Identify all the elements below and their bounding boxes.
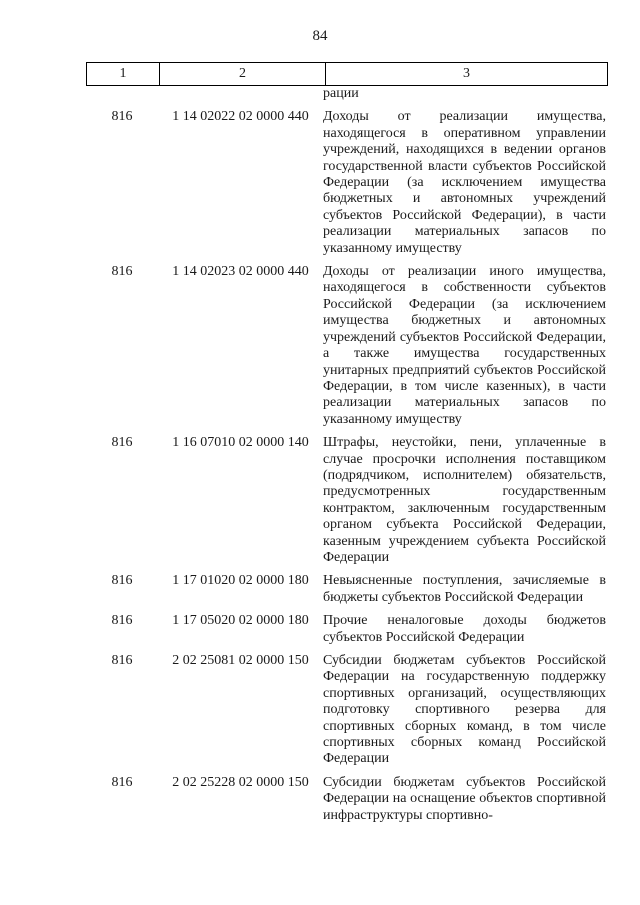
revenue-code: 2 02 25081 02 0000 150 [172,653,309,668]
table-body [86,86,608,831]
continuation-text: рации [323,86,359,101]
header-col-2: 2 [160,63,326,86]
table-row [86,435,608,566]
revenue-code: 1 14 02023 02 0000 440 [172,264,309,280]
table-row [86,573,608,606]
admin-code: 816 [111,573,133,589]
table-row [86,653,608,768]
revenue-code: 1 17 01020 02 0000 180 [172,573,309,589]
admin-code: 816 [111,264,133,280]
table-row [86,264,608,428]
header-col-1: 1 [87,63,160,86]
revenue-code: 1 16 07010 02 0000 140 [172,435,309,451]
revenue-code: 1 17 05020 02 0000 180 [172,613,309,629]
admin-code: 816 [111,653,133,668]
header-col-3: 3 [326,63,608,86]
revenue-description: Доходы от реализации иного имущества, находящегося в собственности субъектов Российской Федерации (за исключением имущества бюджетных и автономных учреждений субъектов Российской Федерации, а также имущества государственных унитарных предприятий субъектов Российской Федерации, в том числе казенных), в части реализации материальных запасов по указанному имуществу [323,264,606,427]
page-number: 84 [312,28,328,44]
table-row [86,775,608,824]
revenue-description: Штрафы, неустойки, пени, уплаченные в случае просрочки исполнения поставщиком (подрядчиком, исполнителем) обязательств, предусмотренных государственным контрактом, заключенным государственным органом субъекта Российской Федерации, казенным учреждением субъекта Российской Федерации [323,435,606,565]
admin-code: 816 [111,435,133,451]
revenue-code: 2 02 25228 02 0000 150 [172,774,309,790]
table-row [86,109,608,257]
revenue-code: 1 14 02022 02 0000 440 [172,109,309,125]
continuation-row [86,86,608,102]
admin-code: 816 [111,109,133,125]
revenue-description: Субсидии бюджетам субъектов Российской Федерации на оснащение объектов спортивной инфраструктуры спортивно- [323,774,606,823]
admin-code: 816 [111,774,133,790]
revenue-description: Невыясненные поступления, зачисляемые в бюджеты субъектов Российской Федерации [323,573,606,605]
revenue-description: Прочие неналоговые доходы бюджетов субъектов Российской Федерации [323,613,606,645]
revenue-description: Доходы от реализации имущества, находящегося в оперативном управлении учреждений, находящихся в ведении органов государственной власти субъектов Российской Федерации (за исключением имущества бюджетных и автономных учреждений субъектов Российской Федерации), в части реализации материальных запасов по указанному имуществу [323,109,606,256]
admin-code: 816 [111,613,133,629]
revenue-description: Субсидии бюджетам субъектов Российской Федерации на государственную поддержку спортивных организаций, осуществляющих подготовку спортивного резерва для спортивных сборных команд, в том числе спортивных сборных команд Российской Федерации [323,653,606,767]
table-header [86,62,608,86]
table-row [86,613,608,646]
